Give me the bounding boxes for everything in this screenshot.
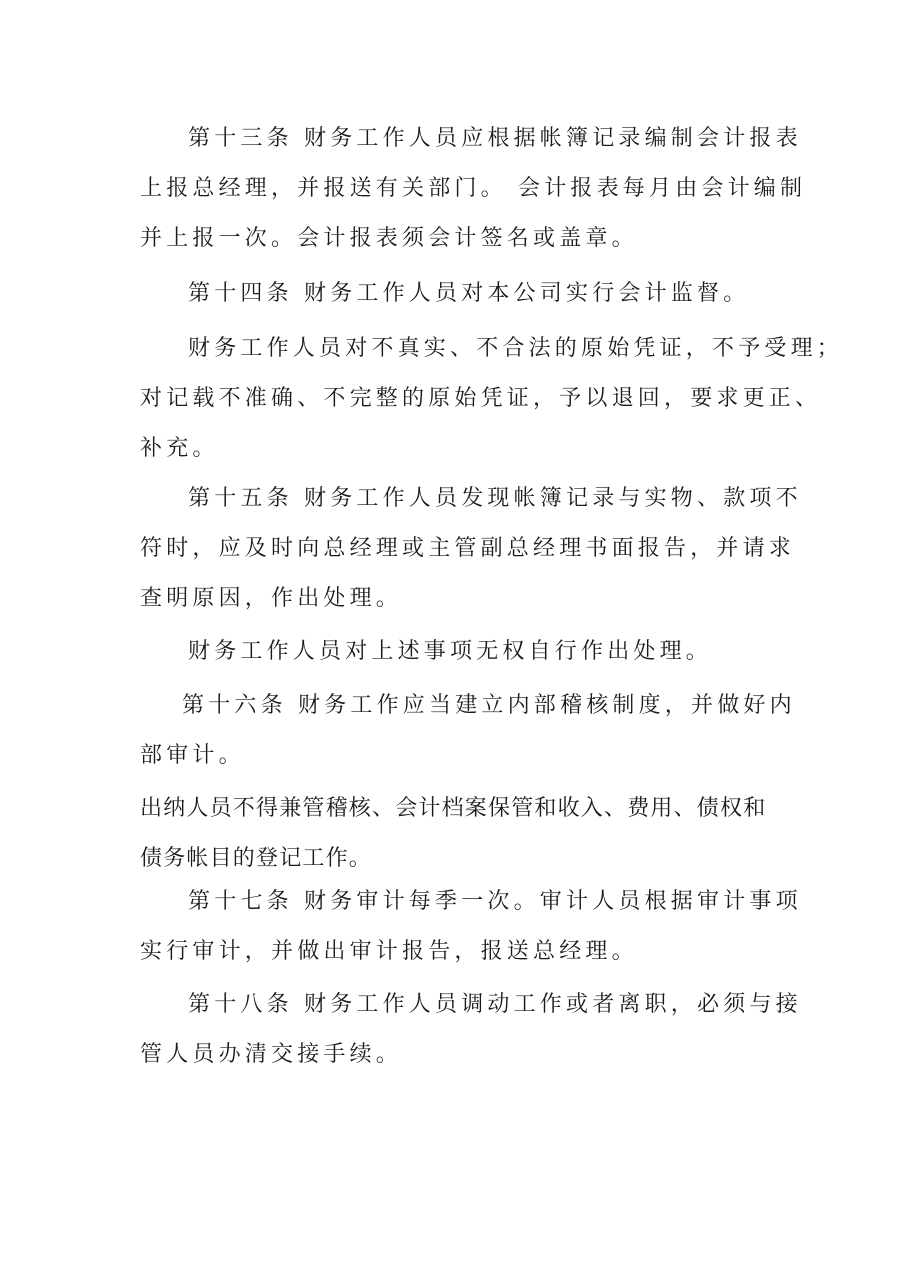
- paragraph-line: 出纳人员不得兼管稽核、会计档案保管和收入、费用、债权和: [140, 796, 767, 821]
- paragraph-line: 符时，应及时向总经理或主管副总经理书面报告，并请求: [140, 536, 796, 561]
- paragraph-line: 并上报一次。会计报表须会计签名或盖章。: [140, 226, 638, 251]
- article-16-paragraph: [140, 681, 796, 781]
- article-13-paragraph: [140, 114, 807, 264]
- article-17-paragraph: [140, 877, 802, 977]
- paragraph-line: 实行审计，并做出审计报告，报送总经理。: [140, 939, 638, 964]
- paragraph-line: 查明原因，作出处理。: [140, 586, 403, 611]
- paragraph-line: 部审计。: [140, 743, 245, 768]
- cashier-paragraph: [140, 784, 780, 884]
- paragraph-line: 第十七条 财务审计每季一次。审计人员根据审计事项: [188, 889, 802, 914]
- no-authority-paragraph: [140, 627, 780, 677]
- paragraph-line: 第十八条 财务工作人员调动工作或者离职，必须与接: [188, 992, 802, 1017]
- paragraph-line: 对记载不准确、不完整的原始凭证，予以退回，要求更正、: [140, 386, 822, 411]
- paragraph-line: 上报总经理，并报送有关部门。 会计报表每月由会计编制: [140, 176, 807, 201]
- paragraph-line: 补充。: [140, 436, 219, 461]
- paragraph-line: 第十六条 财务工作应当建立内部稽核制度，并做好内: [182, 693, 796, 718]
- paragraph-line: 第十三条 财务工作人员应根据帐簿记录编制会计报表: [188, 126, 802, 151]
- paragraph-line: 财务工作人员对上述事项无权自行作出处理。: [188, 639, 713, 664]
- paragraph-line: 债务帐目的登记工作。: [140, 846, 373, 871]
- paragraph-line: 管人员办清交接手续。: [140, 1042, 403, 1067]
- supervision-paragraph: [140, 324, 844, 474]
- article-15-paragraph: [140, 474, 802, 624]
- article-18-paragraph: [140, 980, 802, 1080]
- article-14-paragraph: [140, 269, 780, 319]
- paragraph-line: 第十四条 财务工作人员对本公司实行会计监督。: [188, 281, 750, 306]
- paragraph-line: 第十五条 财务工作人员发现帐簿记录与实物、款项不: [188, 486, 802, 511]
- paragraph-line: 财务工作人员对不真实、不合法的原始凭证，不予受理；: [188, 336, 844, 361]
